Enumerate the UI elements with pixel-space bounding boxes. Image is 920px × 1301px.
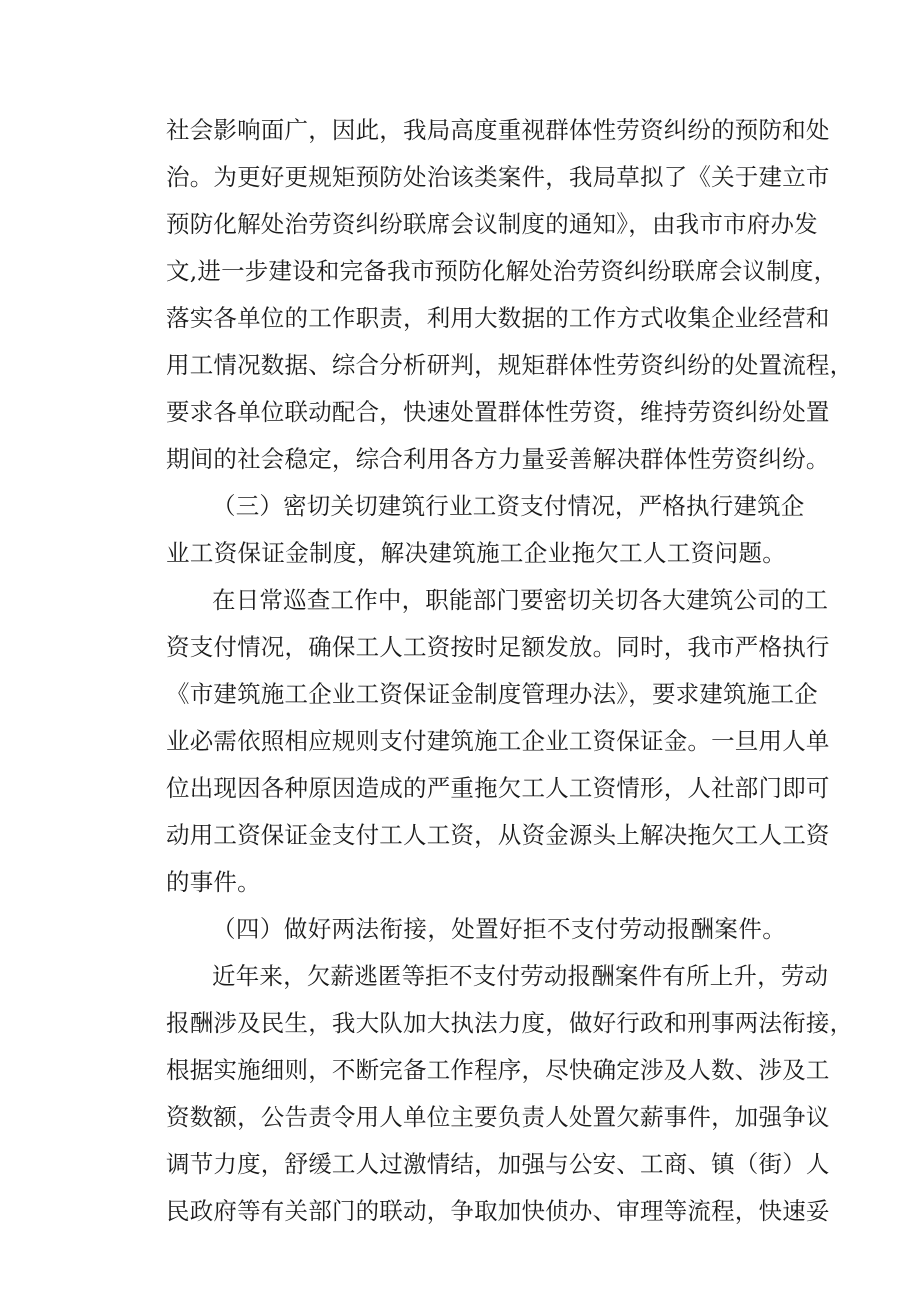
text-line: 资支付情况，确保工人工资按时足额发放。同时，我市严格执行 <box>166 633 830 661</box>
text-line: 调节力度，舒缓工人过激情结，加强与公安、工商、镇（街）人 <box>166 1150 830 1178</box>
text-line: 治。为更好更规矩预防处治该类案件，我局草拟了《关于建立市 <box>166 163 830 191</box>
text-line: 期间的社会稳定，综合利用各方力量妥善解决群体性劳资纠纷。 <box>166 445 830 473</box>
section-heading-line: 业工资保证金制度，解决建筑施工企业拖欠工人工资问题。 <box>166 539 786 567</box>
text-line: 根据实施细则，不断完备工作程序，尽快确定涉及人数、涉及工 <box>166 1056 830 1084</box>
text-line: 报酬涉及民生，我大队加大执法力度，做好行政和刑事两法衔接， <box>166 1009 854 1037</box>
text-line: 动用工资保证金支付工人工资，从资金源头上解决拖欠工人工资 <box>166 821 830 849</box>
text-line: 落实各单位的工作职责，利用大数据的工作方式收集企业经营和 <box>166 304 830 332</box>
text-line: 位出现因各种原因造成的严重拖欠工人工资情形，人社部门即可 <box>166 774 830 802</box>
text-line: 资数额，公告责令用人单位主要负责人处置欠薪事件，加强争议 <box>166 1103 830 1131</box>
text-line: 的事件。 <box>166 868 261 896</box>
text-line: 预防化解处治劳资纠纷联席会议制度的通知》，由我市市府办发 <box>166 210 818 238</box>
text-line: 《市建筑施工企业工资保证金制度管理办法》，要求建筑施工企 <box>166 680 818 708</box>
text-line: 用工情况数据、综合分析研判，规矩群体性劳资纠纷的处置流程， <box>166 351 854 379</box>
text-line: 民政府等有关部门的联动，争取加快侦办、审理等流程，快速妥 <box>166 1197 830 1225</box>
text-line: 在日常巡查工作中，职能部门要密切关切各大建筑公司的工 <box>212 586 829 614</box>
text-line: 业必需依照相应规则支付建筑施工企业工资保证金。一旦用人单 <box>166 727 830 755</box>
text-line: 社会影响面广，因此，我局高度重视群体性劳资纠纷的预防和处 <box>166 116 830 144</box>
text-line: 文,进一步建设和完备我市预防化解处治劳资纠纷联席会议制度， <box>166 257 838 285</box>
text-line: 近年来，欠薪逃匿等拒不支付劳动报酬案件有所上升，劳动 <box>212 962 829 990</box>
text-line: 要求各单位联动配合，快速处置群体性劳资，维持劳资纠纷处置 <box>166 398 830 426</box>
section-heading-line: （三）密切关切建筑行业工资支付情况，严格执行建筑企 <box>212 492 805 520</box>
section-heading-line: （四）做好两法衔接，处置好拒不支付劳动报酬案件。 <box>212 915 786 943</box>
